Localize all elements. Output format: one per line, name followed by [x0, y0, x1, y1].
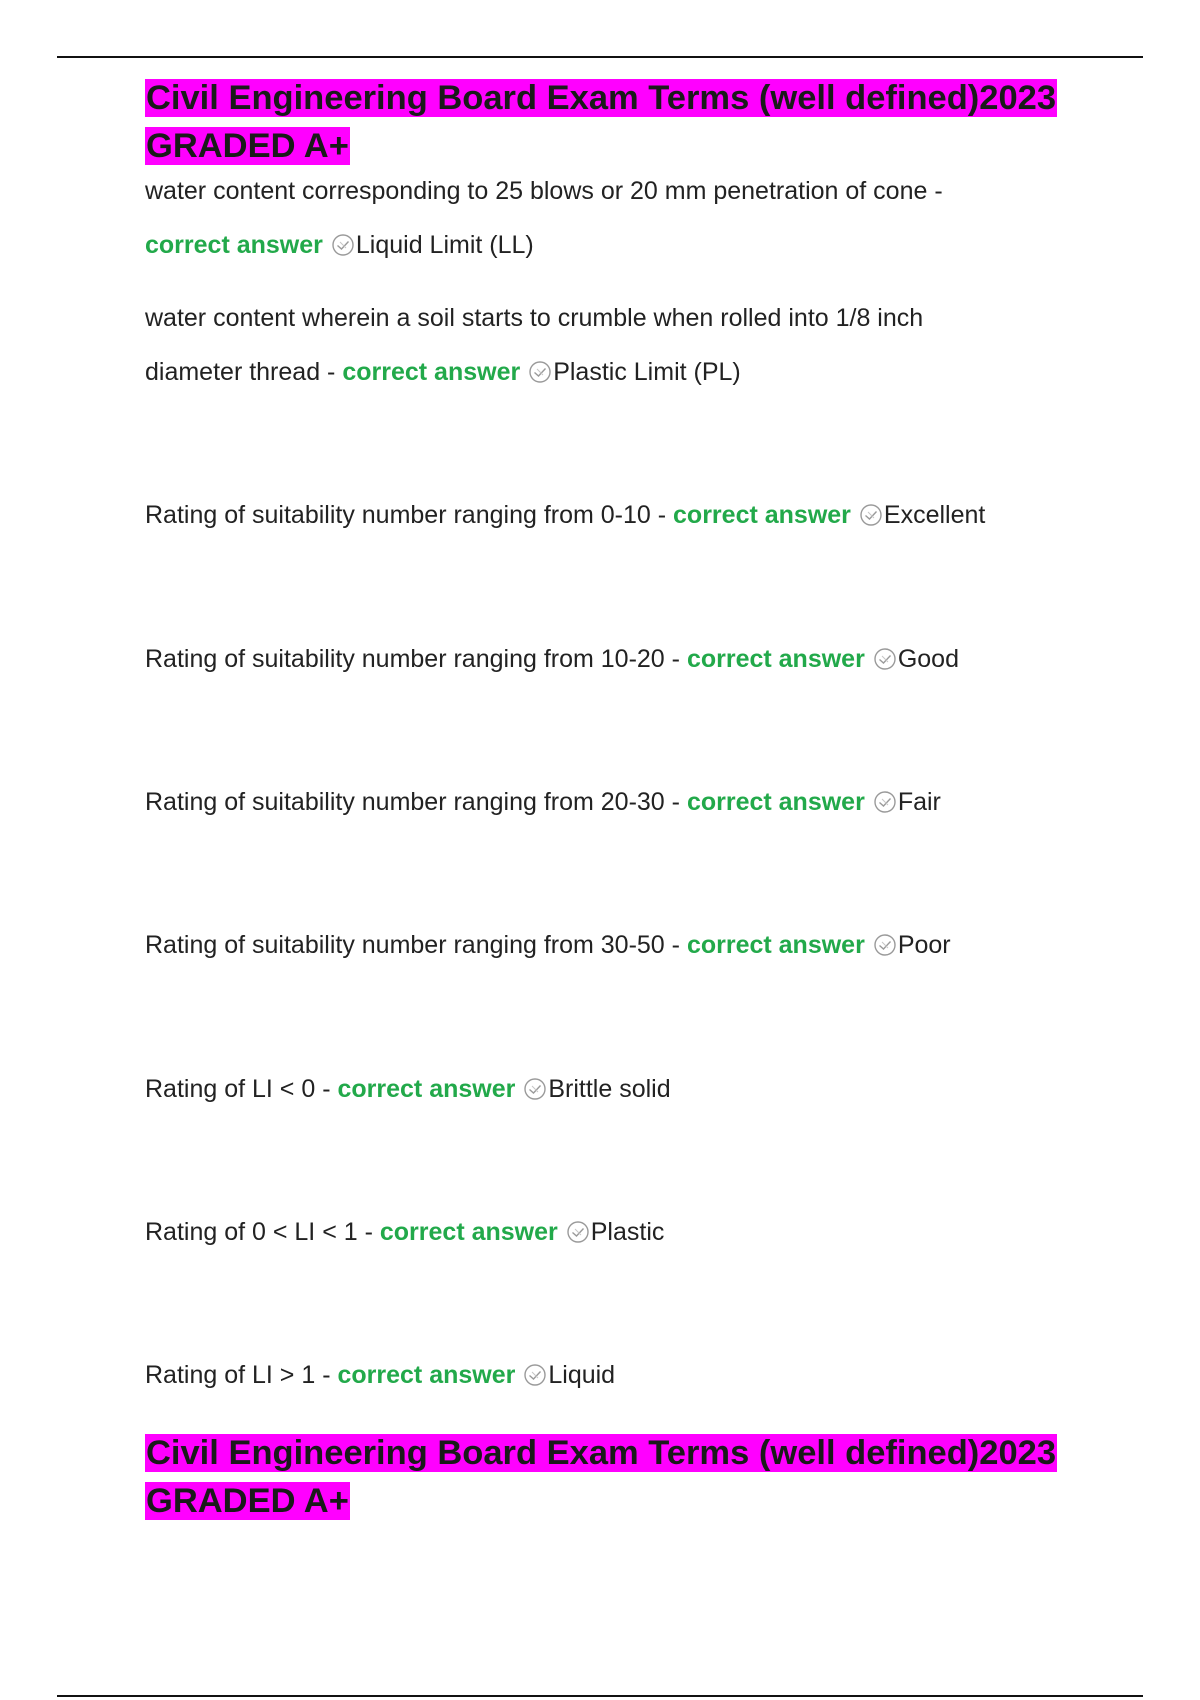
correct-answer-label: correct answer	[337, 1075, 516, 1103]
question-text-cont: diameter thread	[145, 358, 321, 386]
question-text: Rating of LI < 0	[145, 1075, 316, 1103]
answer-text: Good	[897, 645, 959, 673]
answer-text: Fair	[897, 788, 941, 816]
separator: -	[320, 358, 343, 386]
separator: -	[664, 931, 687, 959]
check-circle-icon	[331, 233, 355, 257]
separator: -	[315, 1075, 338, 1103]
question-text: Rating of suitability number ranging from 20-30	[145, 788, 665, 816]
answer-text: Poor	[897, 931, 951, 959]
separator: -	[357, 1218, 380, 1246]
check-circle-icon	[873, 790, 897, 814]
qa-item-6	[145, 918, 1105, 972]
question-text: water content wherein a soil starts to crumble when rolled into 1/8 inch	[145, 304, 924, 332]
correct-answer-label: correct answer	[686, 788, 865, 816]
answer-text: Liquid	[548, 1361, 616, 1389]
correct-answer-label: correct answer	[145, 231, 323, 259]
question-text: water content corresponding to 25 blows or 20 mm penetration of cone	[145, 177, 928, 205]
qa-item-5	[145, 775, 1105, 829]
check-circle-icon	[859, 503, 883, 527]
qa-item-1	[145, 164, 1105, 272]
answer-text: Brittle solid	[548, 1075, 671, 1103]
check-circle-icon	[873, 933, 897, 957]
separator: -	[664, 645, 687, 673]
question-text: Rating of suitability number ranging from 0-10	[145, 501, 651, 529]
correct-answer-label: correct answer	[342, 358, 521, 386]
qa-item-3	[145, 488, 1105, 542]
qa-item-8	[145, 1205, 1105, 1259]
question-text: Rating of suitability number ranging from 30-50	[145, 931, 665, 959]
correct-answer-label: correct answer	[337, 1361, 516, 1389]
correct-answer-label: correct answer	[686, 645, 865, 673]
qa-item-9	[145, 1348, 1105, 1402]
qa-item-7	[145, 1062, 1105, 1116]
document-title	[145, 74, 1105, 170]
document-footer-title-text: Civil Engineering Board Exam Terms (well defined)2023 GRADED A+	[146, 1434, 1057, 1520]
header-rule	[57, 56, 1143, 58]
qa-item-2	[145, 291, 1105, 399]
separator: -	[315, 1361, 338, 1389]
check-circle-icon	[523, 1077, 547, 1101]
question-text: Rating of suitability number ranging from 10-20	[145, 645, 665, 673]
check-circle-icon	[528, 360, 552, 384]
correct-answer-label: correct answer	[379, 1218, 558, 1246]
answer-text: Excellent	[883, 501, 986, 529]
qa-item-4	[145, 632, 1105, 686]
answer-text: Plastic Limit (PL)	[553, 358, 741, 386]
check-circle-icon	[873, 647, 897, 671]
answer-text: Liquid Limit (LL)	[355, 231, 534, 259]
question-text: Rating of 0 < LI < 1	[145, 1218, 358, 1246]
check-circle-icon	[566, 1220, 590, 1244]
separator: -	[927, 177, 943, 205]
correct-answer-label: correct answer	[673, 501, 851, 529]
check-circle-icon	[523, 1363, 547, 1387]
document-footer-title	[145, 1429, 1105, 1525]
separator: -	[664, 788, 687, 816]
document-title-text: Civil Engineering Board Exam Terms (well defined)2023 GRADED A+	[146, 79, 1057, 165]
answer-text: Plastic	[590, 1218, 665, 1246]
correct-answer-label: correct answer	[686, 931, 865, 959]
footer-rule	[57, 1695, 1143, 1697]
separator: -	[650, 501, 674, 529]
question-text: Rating of LI > 1	[145, 1361, 316, 1389]
